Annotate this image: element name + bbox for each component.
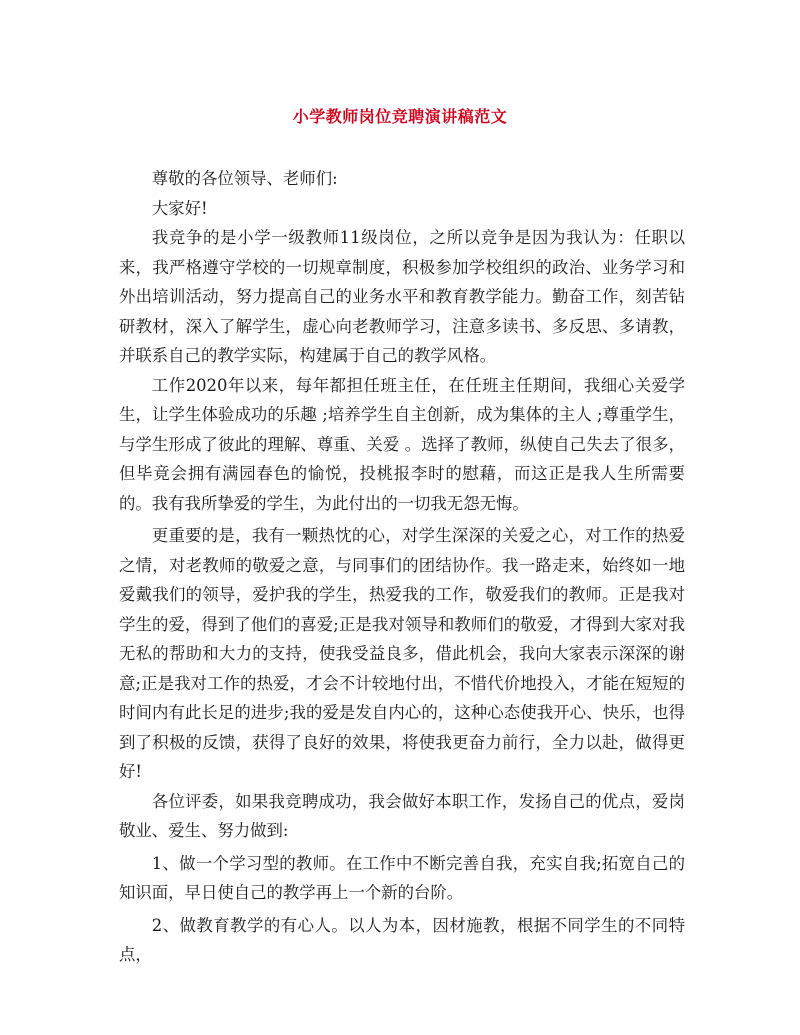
document-body <box>119 164 685 970</box>
list-item-1: 1、做一个学习型的教师。在工作中不断完善自我，充实自我;拓宽自己的知识面，早日使自己的教学再上一个新的台阶。 <box>119 853 685 902</box>
document-title: 小学教师岗位竞聘演讲稿范文 <box>292 107 508 126</box>
salutation: 尊敬的各位领导、老师们: <box>151 169 338 188</box>
list-item-2: 2、做教育教学的有心人。以人为本，因材施教，根据不同学生的不同特点， <box>119 915 685 964</box>
paragraph-1: 我竞争的是小学一级教师11级岗位，之所以竞争是因为我认为：任职以来，我严格遵守学校的一切规章制度，积极参加学校组织的政治、业务学习和外出培训活动，努力提高自己的业务水平和教育教学能力。勤奋工作，刻苦钻研教材，深入了解学生，虚心向老教师学习，注意多读书、多反思、多请教，并联系自己的教学实际，构建属于自己的教学风格。 <box>119 228 685 365</box>
greeting: 大家好! <box>151 198 208 218</box>
paragraph-4: 各位评委，如果我竞聘成功，我会做好本职工作，发扬自己的优点，爱岗敬业、爱生、努力做到: <box>119 791 685 840</box>
paragraph-2: 工作2020年以来，每年都担任班主任，在任班主任期间，我细心关爱学生，让学生体验成功的乐趣 ;培养学生自主创新，成为集体的主人 ;尊重学生，与学生形成了彼此的理解、尊重、关爱 。选择了教师，纵使自己失去了很多，但毕竟会拥有满园春色的愉悦，投桃报李时的慰藉，而这正是我人生所需要的。我有我所挚爱的学生，为此付出的一切我无怨无悔。 <box>119 375 685 513</box>
paragraph-3: 更重要的是，我有一颗热忱的心，对学生深深的关爱之心，对工作的热爱之情，对老教师的敬爱之意，与同事们的团结协作。我一路走来，始终如一地爱戴我们的领导，爱护我的学生，热爱我的工作，敬爱我们的教师。正是我对学生的爱，得到了他们的喜爱;正是我对领导和教师们的敬爱，才得到大家对我无私的帮助和大力的支持，使我受益良多，借此机会，我向大家表示深深的谢意;正是我对工作的热爱，才会不计较地付出，不惜代价地投入，才能在短短的时间内有此长足的进步;我的爱是发自内心的，这种心态使我开心、快乐，也得到了积极的反馈，获得了良好的效果，将使我更奋力前行，全力以赴，做得更好! <box>119 526 685 781</box>
